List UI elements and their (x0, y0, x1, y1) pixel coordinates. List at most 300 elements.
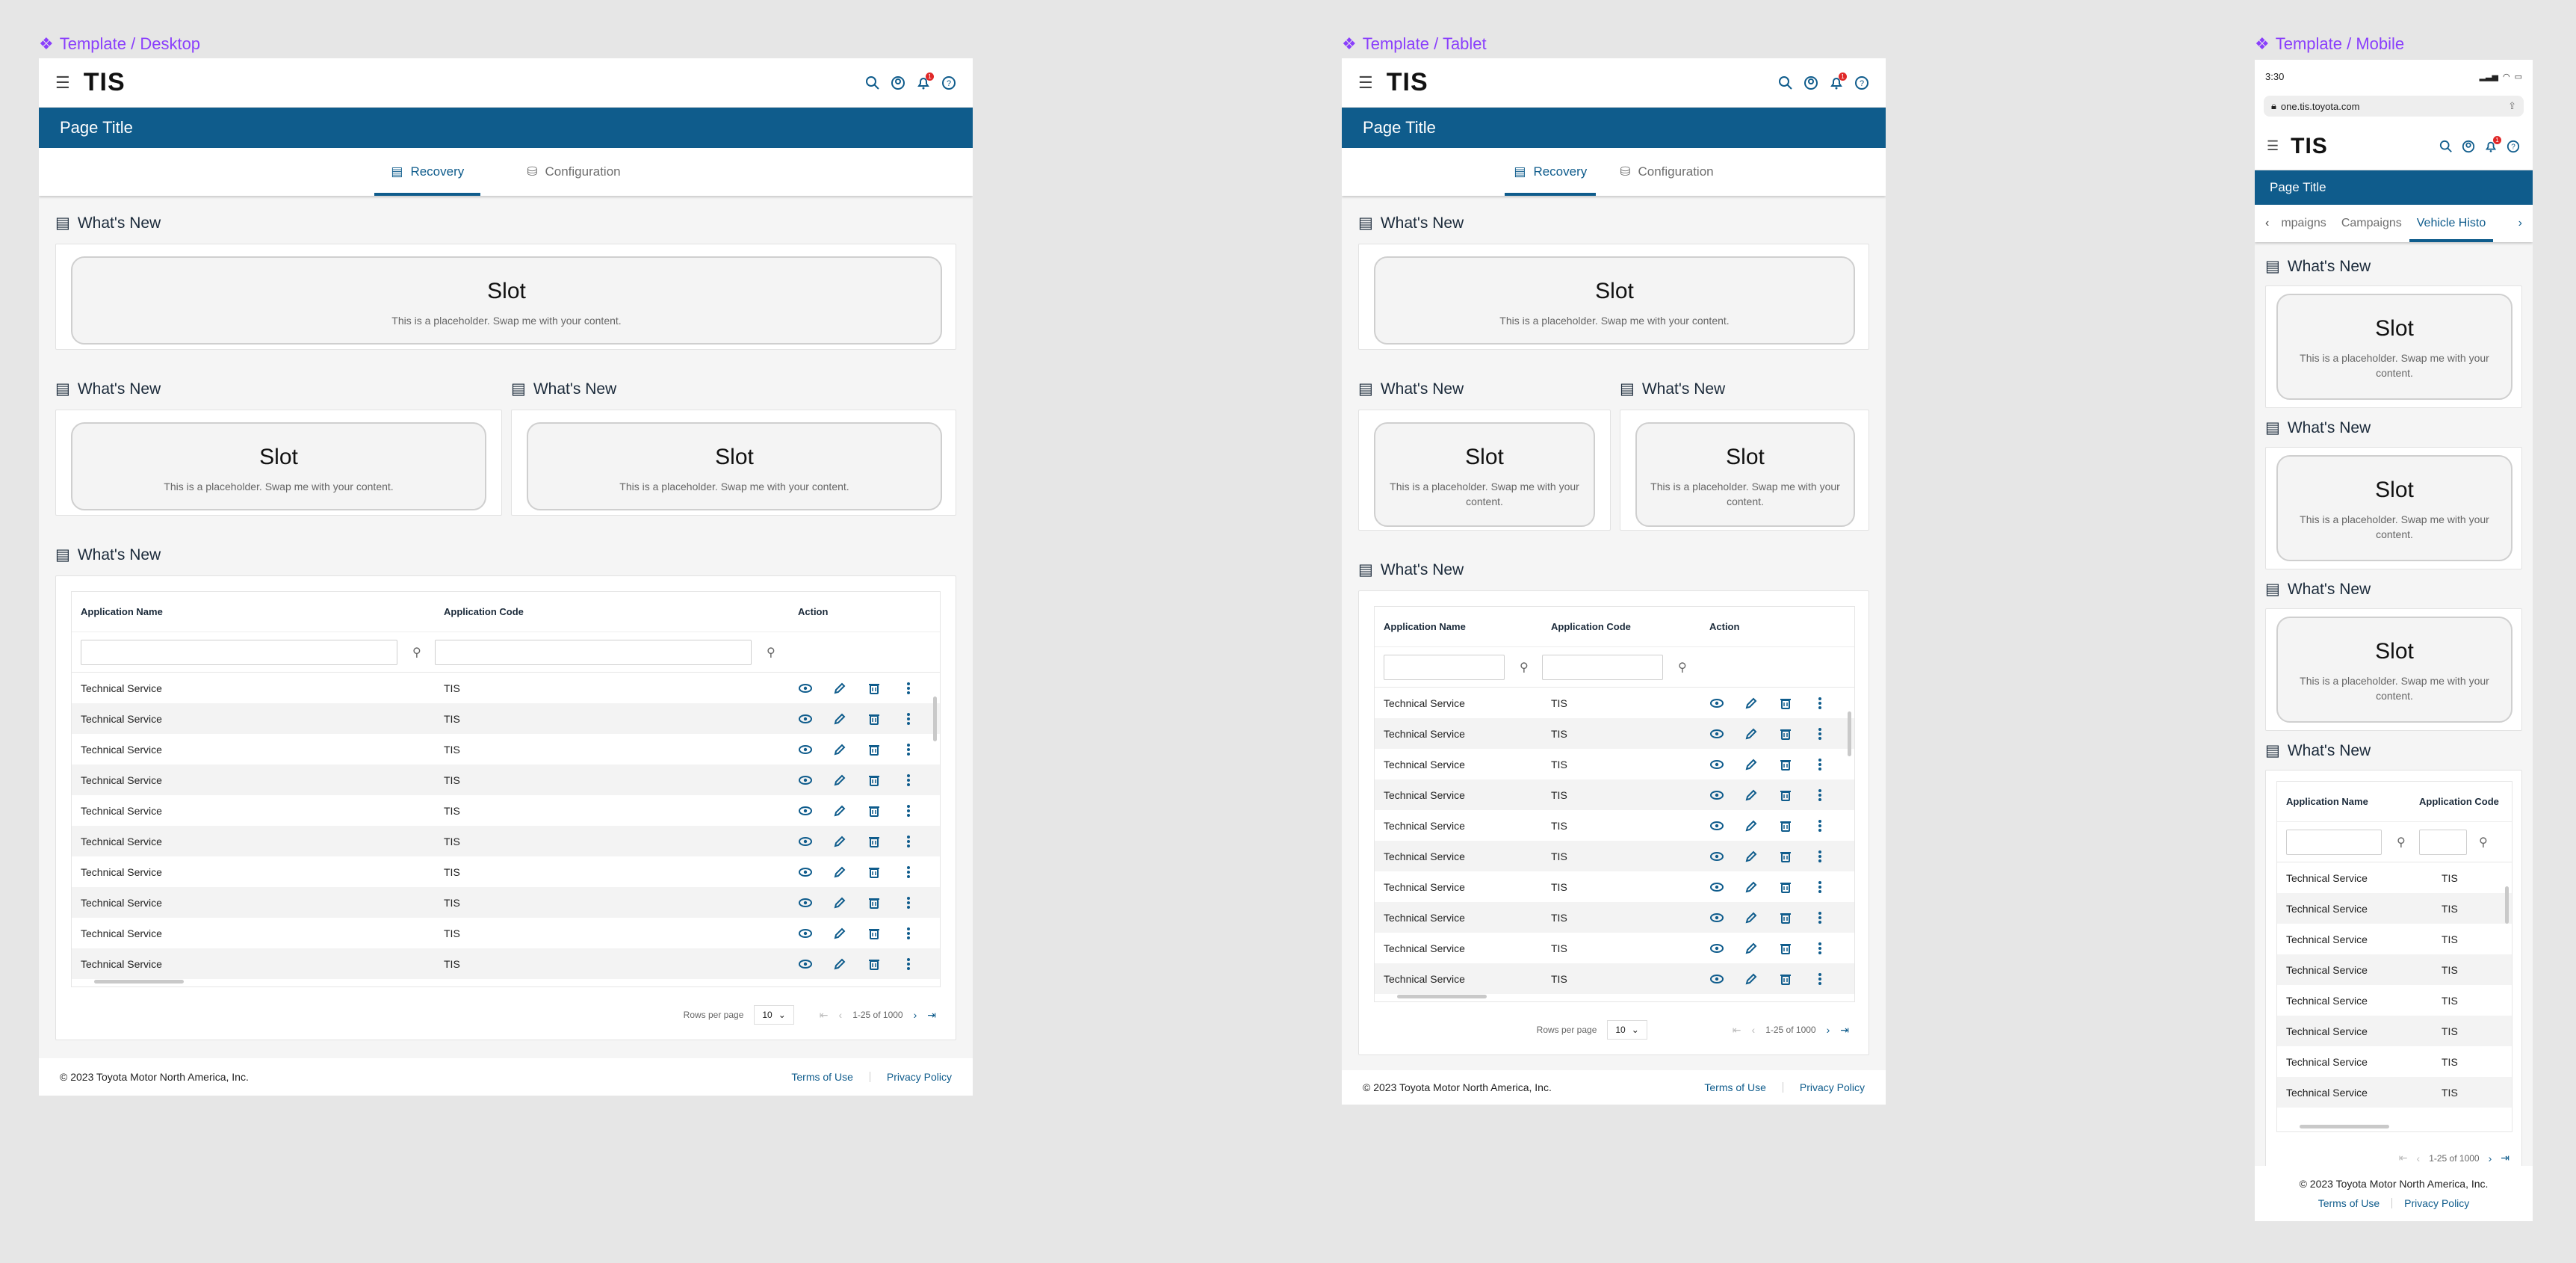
name-filter-input[interactable] (1384, 655, 1505, 680)
delete-icon[interactable] (1778, 910, 1793, 925)
column-header: Application Name (1384, 621, 1466, 632)
slot-placeholder: Slot This is a placeholder. Swap me with your content. (1635, 422, 1855, 527)
table-row[interactable] (2277, 1016, 2512, 1046)
cell-application-name: Technical Service (81, 804, 162, 817)
slot-card (511, 410, 956, 516)
table-row[interactable] (1375, 871, 1854, 902)
row-actions (798, 865, 916, 880)
name-filter-input[interactable] (81, 640, 397, 665)
filter-icon[interactable]: ⚲ (1678, 661, 1687, 674)
edit-icon[interactable] (832, 681, 847, 696)
last-page-icon[interactable]: ⇥ (2501, 1152, 2510, 1164)
table-row[interactable] (1375, 810, 1854, 841)
more-icon[interactable] (1812, 880, 1827, 895)
horizontal-scrollbar[interactable] (2300, 1125, 2389, 1128)
view-icon[interactable] (798, 957, 813, 972)
more-icon[interactable] (901, 681, 916, 696)
cell-application-name: Technical Service (2286, 871, 2368, 884)
more-icon[interactable] (1812, 788, 1827, 803)
edit-icon[interactable] (1744, 849, 1759, 864)
feedback-icon: ▤ (1514, 164, 1526, 179)
first-page-icon[interactable]: ⇤ (1732, 1023, 1741, 1036)
code-filter-input[interactable] (1542, 655, 1663, 680)
cell-application-name: Technical Service (81, 927, 162, 939)
more-icon[interactable] (901, 834, 916, 849)
table-row[interactable] (72, 826, 940, 856)
document-icon: ▤ (55, 214, 70, 232)
account-icon[interactable] (2461, 139, 2476, 154)
slot-placeholder: Slot This is a placeholder. Swap me with your content. (527, 422, 942, 510)
delete-icon[interactable] (1778, 972, 1793, 986)
table-row[interactable] (1375, 718, 1854, 749)
divider (2391, 1198, 2392, 1208)
row-actions (798, 742, 916, 757)
cell-application-code: TIS (444, 957, 460, 970)
edit-icon[interactable] (832, 742, 847, 757)
table-row[interactable] (1375, 963, 1854, 994)
cell-application-name: Technical Service (1384, 697, 1465, 709)
tablet-frame (1342, 58, 1886, 1105)
bell-icon[interactable] (916, 72, 932, 90)
document-icon: ▤ (2265, 258, 2280, 275)
edit-icon[interactable] (1744, 726, 1759, 741)
filter-icon[interactable]: ⚲ (2397, 836, 2406, 849)
table-row[interactable] (2277, 1046, 2512, 1077)
table-row[interactable] (72, 856, 940, 887)
edit-icon[interactable] (832, 895, 847, 910)
section-header: ▤ What's New (2265, 257, 2371, 275)
cell-application-name: Technical Service (81, 835, 162, 847)
delete-icon[interactable] (1778, 941, 1793, 956)
view-icon[interactable] (798, 803, 813, 818)
more-icon[interactable] (901, 711, 916, 726)
table-row[interactable] (72, 765, 940, 795)
table-row[interactable] (2277, 862, 2512, 893)
table-row[interactable] (2277, 1077, 2512, 1108)
privacy-link[interactable]: Privacy Policy (2404, 1197, 2470, 1209)
cell-application-code: TIS (444, 865, 460, 878)
tab-recovery[interactable]: ▤ Recovery (1505, 148, 1596, 196)
svg-text:?: ? (946, 78, 952, 88)
slot-card (1620, 410, 1869, 531)
first-page-icon[interactable]: ⇤ (819, 1008, 829, 1021)
section-header: ▤ What's New (2265, 741, 2371, 759)
edit-icon[interactable] (832, 957, 847, 972)
cell-application-name: Technical Service (81, 682, 162, 694)
view-icon[interactable] (798, 895, 813, 910)
next-page-icon[interactable]: › (2488, 1152, 2492, 1164)
row-actions (1709, 818, 1827, 833)
tab-campaigns[interactable]: Campaigns (2341, 217, 2402, 229)
pagination (684, 1005, 936, 1025)
cell-application-name: Technical Service (1384, 880, 1465, 893)
table-row[interactable] (72, 795, 940, 826)
cell-application-code: TIS (1551, 911, 1567, 924)
delete-icon[interactable] (867, 742, 882, 757)
next-page-icon[interactable]: › (913, 1009, 917, 1021)
edit-icon[interactable] (1744, 972, 1759, 986)
view-icon[interactable] (1709, 972, 1724, 986)
cell-application-name: Technical Service (2286, 902, 2368, 915)
more-icon[interactable] (1812, 696, 1827, 711)
table-row[interactable] (1375, 688, 1854, 718)
cell-application-name: Technical Service (2286, 933, 2368, 945)
mobile-frame (2255, 60, 2533, 1221)
cell-application-name: Technical Service (2286, 963, 2368, 976)
cell-application-name: Technical Service (2286, 994, 2368, 1007)
cell-application-name: Technical Service (1384, 942, 1465, 954)
delete-icon[interactable] (867, 803, 882, 818)
table-card (1358, 590, 1869, 1055)
rows-per-page-select[interactable]: 10 ⌄ (754, 1005, 793, 1025)
edit-icon[interactable] (832, 834, 847, 849)
vertical-scrollbar[interactable] (1848, 711, 1851, 756)
slot-card (2265, 447, 2522, 569)
filter-icon[interactable]: ⚲ (2479, 836, 2488, 849)
edit-icon[interactable] (832, 711, 847, 726)
table-row[interactable] (2277, 893, 2512, 924)
vertical-scrollbar[interactable] (2505, 886, 2509, 924)
slot-placeholder: Slot This is a placeholder. Swap me with your content. (2276, 455, 2512, 561)
tab-configuration[interactable]: ⛁ Configuration (1620, 164, 1714, 179)
prev-page-icon[interactable]: ‹ (1751, 1024, 1756, 1036)
edit-icon[interactable] (1744, 788, 1759, 803)
more-icon[interactable] (901, 895, 916, 910)
more-icon[interactable] (901, 803, 916, 818)
edit-icon[interactable] (1744, 818, 1759, 833)
view-icon[interactable] (798, 834, 813, 849)
privacy-link[interactable]: Privacy Policy (886, 1071, 952, 1083)
code-filter-input[interactable] (2419, 830, 2467, 855)
logo: TIS (2291, 133, 2328, 158)
notification-badge: 1 (2493, 136, 2501, 144)
privacy-link[interactable]: Privacy Policy (1799, 1081, 1865, 1093)
edit-icon[interactable] (1744, 910, 1759, 925)
view-icon[interactable] (1709, 910, 1724, 925)
help-icon[interactable] (1854, 75, 1869, 90)
more-icon[interactable] (901, 957, 916, 972)
rows-per-page-label: Rows per page (1536, 1025, 1597, 1035)
cell-application-name: Technical Service (2286, 1025, 2368, 1037)
row-actions (798, 895, 916, 910)
logo: TIS (83, 68, 126, 96)
column-header: Application Name (2286, 796, 2368, 807)
tab-bar (39, 148, 973, 196)
desktop-frame-label: ❖ Template / Desktop (39, 34, 201, 53)
table-row[interactable] (72, 673, 940, 703)
delete-icon[interactable] (867, 957, 882, 972)
table-row[interactable] (1375, 749, 1854, 779)
footer (1342, 1070, 1886, 1105)
tab-bar (1342, 148, 1886, 196)
tab-campaigns-partial[interactable]: mpaigns (2281, 217, 2326, 229)
edit-icon[interactable] (1744, 696, 1759, 711)
signal-icon: ▂▃▅ (2479, 72, 2498, 81)
view-icon[interactable] (798, 711, 813, 726)
view-icon[interactable] (798, 742, 813, 757)
section-header: ▤ What's New (1358, 380, 1464, 398)
cell-application-code: TIS (444, 712, 460, 725)
table-row[interactable] (2277, 985, 2512, 1016)
slot-card (55, 410, 502, 516)
pagination (2399, 1152, 2510, 1164)
edit-icon[interactable] (832, 773, 847, 788)
more-icon[interactable] (1812, 910, 1827, 925)
bell-icon[interactable] (1829, 72, 1845, 90)
cell-application-name: Technical Service (81, 773, 162, 786)
filter-icon[interactable]: ⚲ (1520, 661, 1529, 674)
edit-icon[interactable] (1744, 941, 1759, 956)
cell-application-name: Technical Service (1384, 788, 1465, 801)
slot-placeholder: Slot This is a placeholder. Swap me with your content. (2276, 617, 2512, 723)
delete-icon[interactable] (867, 926, 882, 941)
delete-icon[interactable] (867, 865, 882, 880)
copyright: © 2023 Toyota Motor North America, Inc. (1363, 1081, 1552, 1093)
row-actions (1709, 880, 1827, 895)
view-icon[interactable] (1709, 818, 1724, 833)
data-table (2276, 781, 2512, 1132)
filter-row (2277, 822, 2512, 862)
help-icon[interactable] (941, 75, 956, 90)
app-header (39, 58, 973, 108)
table-header (1375, 607, 1854, 647)
cell-application-code: TIS (444, 743, 460, 756)
more-icon[interactable] (901, 742, 916, 757)
tab-vehicle-history[interactable]: Vehicle Histo (2409, 205, 2494, 242)
feedback-icon: ▤ (391, 164, 403, 179)
vertical-scrollbar[interactable] (933, 697, 937, 741)
delete-icon[interactable] (867, 895, 882, 910)
code-filter-input[interactable] (435, 640, 752, 665)
table-row[interactable] (1375, 779, 1854, 810)
cell-application-code: TIS (444, 804, 460, 817)
terms-link[interactable]: Terms of Use (2318, 1197, 2380, 1209)
cell-application-name: Technical Service (2286, 1055, 2368, 1068)
more-icon[interactable] (901, 773, 916, 788)
cell-application-name: Technical Service (1384, 727, 1465, 740)
table-body (72, 673, 940, 979)
search-icon[interactable] (1778, 75, 1793, 90)
cell-application-code: TIS (2442, 1055, 2458, 1068)
cell-application-code: TIS (2442, 963, 2458, 976)
last-page-icon[interactable]: ⇥ (1840, 1023, 1849, 1036)
row-actions (1709, 972, 1827, 986)
view-icon[interactable] (798, 681, 813, 696)
tab-recovery[interactable]: ▤ Recovery (374, 148, 480, 196)
table-row[interactable] (1375, 841, 1854, 871)
cell-application-name: Technical Service (1384, 972, 1465, 985)
view-icon[interactable] (1709, 726, 1724, 741)
page-title: Page Title (1342, 108, 1886, 148)
menu-icon[interactable]: ☰ (55, 72, 70, 92)
app-header (1342, 58, 1886, 108)
filter-row (72, 632, 940, 673)
cell-application-code: TIS (444, 896, 460, 909)
row-actions (798, 803, 916, 818)
lock-icon: 🔒︎ (2271, 100, 2276, 111)
chevron-left-icon[interactable]: ‹ (2265, 217, 2270, 229)
edit-icon[interactable] (832, 926, 847, 941)
section-header: ▤ What's New (55, 380, 161, 398)
table-row[interactable] (2277, 924, 2512, 954)
delete-icon[interactable] (1778, 696, 1793, 711)
filter-row (1375, 647, 1854, 688)
column-header: Application Name (81, 606, 163, 617)
page-range: 1-25 of 1000 (1765, 1025, 1816, 1035)
more-icon[interactable] (1812, 849, 1827, 864)
section-header: ▤ What's New (2265, 419, 2371, 436)
chevron-down-icon: ⌄ (1631, 1025, 1639, 1035)
prev-page-icon[interactable]: ‹ (2416, 1152, 2421, 1164)
document-icon: ▤ (1358, 214, 1373, 232)
cell-application-code: TIS (1551, 850, 1567, 862)
menu-icon[interactable]: ☰ (2267, 138, 2279, 153)
delete-icon[interactable] (1778, 880, 1793, 895)
edit-icon[interactable] (832, 803, 847, 818)
table-header (2277, 782, 2512, 822)
cell-application-name: Technical Service (1384, 850, 1465, 862)
row-actions (798, 773, 916, 788)
cell-application-code: TIS (444, 682, 460, 694)
view-icon[interactable] (1709, 880, 1724, 895)
table-row[interactable] (72, 703, 940, 734)
document-icon: ▤ (2265, 419, 2280, 436)
column-header: Application Code (2419, 796, 2499, 807)
last-page-icon[interactable]: ⇥ (927, 1008, 936, 1021)
next-page-icon[interactable]: › (1826, 1024, 1830, 1036)
clock: 3:30 (2265, 70, 2285, 82)
delete-icon[interactable] (867, 711, 882, 726)
view-icon[interactable] (1709, 757, 1724, 772)
cell-application-name: Technical Service (81, 743, 162, 756)
terms-link[interactable]: Terms of Use (791, 1071, 853, 1083)
view-icon[interactable] (1709, 941, 1724, 956)
slot-placeholder: Slot This is a placeholder. Swap me with your content. (71, 422, 486, 510)
document-icon: ▤ (511, 380, 526, 398)
more-icon[interactable] (1812, 941, 1827, 956)
url-bar[interactable] (2264, 96, 2524, 117)
cell-application-code: TIS (1551, 758, 1567, 771)
cell-application-code: TIS (2442, 871, 2458, 884)
delete-icon[interactable] (1778, 849, 1793, 864)
section-header: ▤ What's New (2265, 580, 2371, 598)
table-row[interactable] (72, 734, 940, 765)
cell-application-code: TIS (444, 835, 460, 847)
slot-placeholder: Slot This is a placeholder. Swap me with your content. (1374, 256, 1855, 345)
column-header: Action (798, 606, 829, 617)
page-title: Page Title (39, 108, 973, 148)
row-actions (1709, 696, 1827, 711)
table-row[interactable] (72, 887, 940, 918)
delete-icon[interactable] (1778, 818, 1793, 833)
first-page-icon[interactable]: ⇤ (2398, 1152, 2408, 1164)
table-row[interactable] (72, 948, 940, 979)
cell-application-code: TIS (2442, 1025, 2458, 1037)
delete-icon[interactable] (1778, 726, 1793, 741)
table-row[interactable] (72, 918, 940, 948)
edit-icon[interactable] (1744, 757, 1759, 772)
section-header: ▤ What's New (1620, 380, 1726, 398)
search-icon[interactable] (865, 75, 880, 90)
prev-page-icon[interactable]: ‹ (838, 1009, 843, 1021)
filter-icon[interactable]: ⚲ (412, 646, 421, 659)
help-icon[interactable] (2506, 139, 2521, 154)
horizontal-scrollbar[interactable] (1397, 995, 1487, 998)
section-header: ▤ What's New (1358, 214, 1464, 232)
notification-badge: 1 (1839, 72, 1847, 81)
table-row[interactable] (2277, 954, 2512, 985)
view-icon[interactable] (1709, 788, 1724, 803)
delete-icon[interactable] (1778, 757, 1793, 772)
edit-icon[interactable] (832, 865, 847, 880)
edit-icon[interactable] (1744, 880, 1759, 895)
table-row[interactable] (1375, 933, 1854, 963)
table-body (2277, 862, 2512, 1108)
rows-per-page-select[interactable]: 10 ⌄ (1607, 1020, 1647, 1040)
cell-application-code: TIS (1551, 697, 1567, 709)
name-filter-input[interactable] (2286, 830, 2382, 855)
cell-application-name: Technical Service (1384, 758, 1465, 771)
slot-placeholder: Slot This is a placeholder. Swap me with your content. (71, 256, 942, 345)
row-actions (1709, 788, 1827, 803)
more-icon[interactable] (901, 865, 916, 880)
rows-per-page-label: Rows per page (683, 1010, 744, 1020)
more-icon[interactable] (1812, 726, 1827, 741)
more-icon[interactable] (1812, 972, 1827, 986)
more-icon[interactable] (1812, 757, 1827, 772)
account-icon[interactable] (1803, 75, 1818, 90)
cell-application-code: TIS (1551, 972, 1567, 985)
view-icon[interactable] (798, 773, 813, 788)
cell-application-name: Technical Service (81, 865, 162, 878)
slot-card (1358, 410, 1611, 531)
delete-icon[interactable] (867, 834, 882, 849)
delete-icon[interactable] (867, 681, 882, 696)
svg-text:?: ? (2511, 143, 2515, 152)
menu-icon[interactable]: ☰ (1358, 72, 1373, 92)
slot-placeholder: Slot This is a placeholder. Swap me with your content. (1374, 422, 1595, 527)
tab-configuration[interactable]: ⛁ Configuration (527, 164, 621, 179)
horizontal-scrollbar[interactable] (94, 980, 184, 983)
filter-icon[interactable]: ⚲ (767, 646, 775, 659)
slot-card (1358, 244, 1869, 350)
chevron-right-icon[interactable]: › (2514, 205, 2527, 242)
slot-card (55, 244, 956, 350)
view-icon[interactable] (1709, 849, 1724, 864)
search-icon[interactable] (2439, 139, 2453, 154)
share-icon[interactable]: ⇪ (2508, 100, 2516, 111)
data-table (71, 591, 941, 987)
more-icon[interactable] (1812, 818, 1827, 833)
copyright: © 2023 Toyota Motor North America, Inc. (60, 1071, 249, 1083)
delete-icon[interactable] (1778, 788, 1793, 803)
row-actions (798, 711, 916, 726)
table-row[interactable] (1375, 902, 1854, 933)
row-actions (1709, 849, 1827, 864)
more-icon[interactable] (901, 926, 916, 941)
view-icon[interactable] (1709, 696, 1724, 711)
cell-application-code: TIS (2442, 994, 2458, 1007)
delete-icon[interactable] (867, 773, 882, 788)
page-range: 1-25 of 1000 (2429, 1152, 2480, 1164)
svg-text:?: ? (1859, 78, 1865, 88)
view-icon[interactable] (798, 865, 813, 880)
terms-link[interactable]: Terms of Use (1704, 1081, 1766, 1093)
cell-application-code: TIS (2442, 1086, 2458, 1099)
view-icon[interactable] (798, 926, 813, 941)
account-icon[interactable] (891, 75, 905, 90)
bell-icon[interactable] (2483, 136, 2499, 154)
